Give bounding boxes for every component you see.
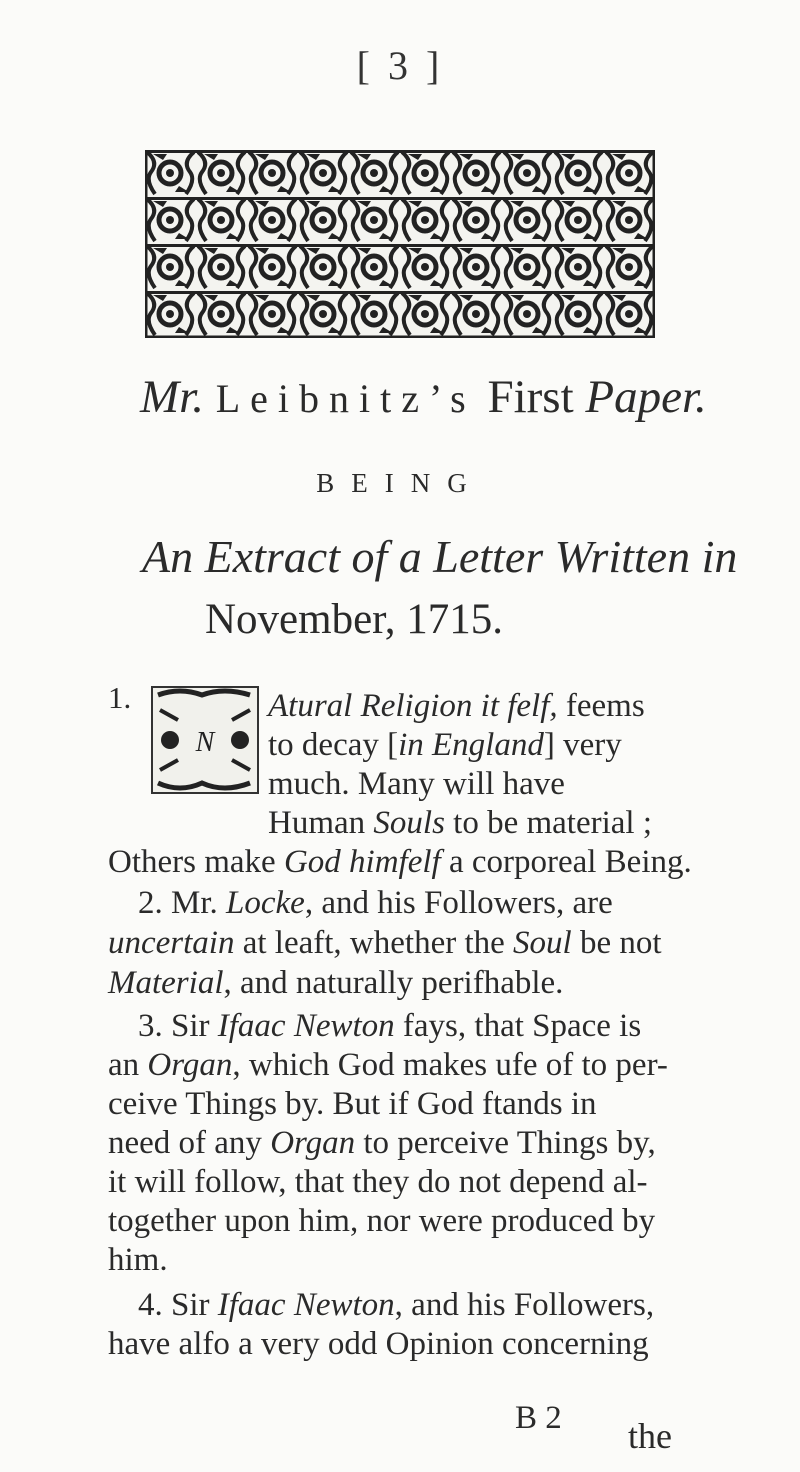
ornamental-headpiece <box>145 150 655 338</box>
text-line: 4. Sir Ifaac Newton, and his Followers, <box>138 1287 655 1323</box>
page-number: [ 3 ] <box>356 43 444 88</box>
text-line: 2. Mr. Locke, and his Followers, are <box>138 885 613 921</box>
text-line: to decay [in England] very <box>268 727 622 763</box>
title-name: Leibnitz <box>215 376 430 421</box>
paragraph-number: 1. <box>108 680 132 715</box>
signature-mark: B 2 <box>515 1400 562 1436</box>
text-line: together upon him, nor were produced by <box>108 1203 656 1239</box>
text-line: ceive Things by. But if God ftands in <box>108 1086 597 1122</box>
text-line: need of any Organ to perceive Things by, <box>108 1125 656 1161</box>
dropcap-letter: N <box>195 727 215 758</box>
text-line: Atural Religion it felf, feems <box>268 688 645 724</box>
catchword: the <box>628 1416 672 1456</box>
text-line: Material, and naturally perifhable. <box>108 965 564 1001</box>
text-line: uncertain at leaft, whether the Soul be not <box>108 925 662 961</box>
text-line: it will follow, that they do not depend al- <box>108 1164 648 1200</box>
text-line: him. <box>108 1242 168 1278</box>
being-heading: BEING <box>316 468 484 498</box>
decorated-initial <box>150 685 260 795</box>
text-line: Human Souls to be material ; <box>268 805 653 841</box>
title-possessive: ’s <box>429 376 476 421</box>
text-line: much. Many will have <box>268 766 565 802</box>
text-line: 3. Sir Ifaac Newton fays, that Space is <box>138 1008 642 1044</box>
subtitle-date: November, 1715. <box>205 596 504 643</box>
text-line: Others make God himfelf a corporeal Being. <box>108 844 692 880</box>
document-title <box>140 370 707 424</box>
text-line: an Organ, which God makes ufe of to per- <box>108 1047 668 1083</box>
subtitle-extract: An Extract of a Letter Written in <box>142 531 738 582</box>
text-line: have alfo a very odd Opinion concerning <box>108 1326 649 1362</box>
title-first: First <box>487 371 574 423</box>
title-paper: Paper. <box>585 371 707 423</box>
title-mr: Mr. <box>140 371 204 423</box>
